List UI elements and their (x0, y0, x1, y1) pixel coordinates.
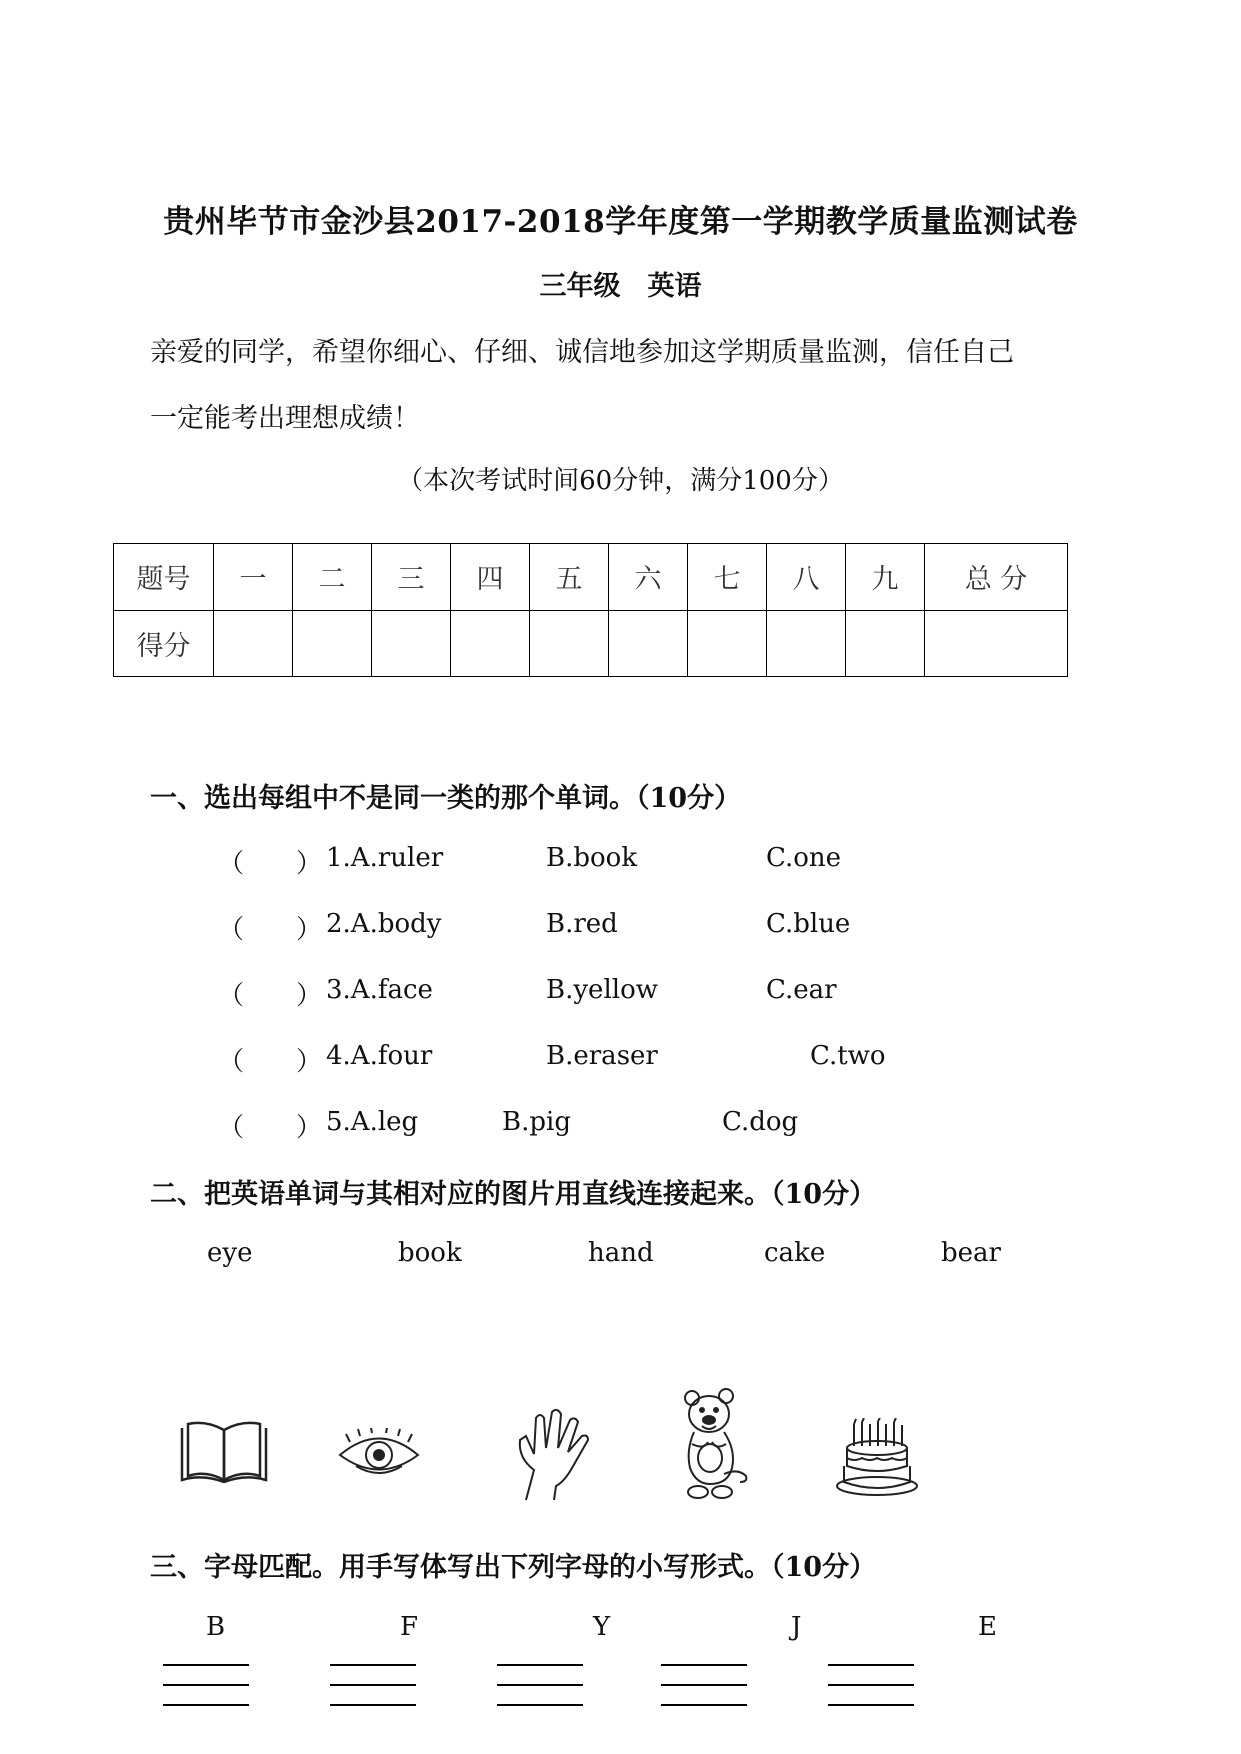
handwriting-lines[interactable] (497, 1664, 583, 1724)
handwriting-lines[interactable] (163, 1664, 249, 1724)
option-b: B.book (546, 843, 638, 873)
score-table-header-row (114, 544, 1068, 611)
score-cell[interactable] (372, 610, 451, 677)
score-header-cell: 七 (688, 544, 767, 611)
option-c: C.two (810, 1041, 886, 1071)
letter-uppercase: E (978, 1612, 997, 1642)
option-c: C.one (766, 843, 842, 873)
score-cell[interactable] (530, 610, 609, 677)
handwriting-lines[interactable] (330, 1664, 416, 1724)
score-header-cell: 题号 (114, 544, 214, 611)
score-cell[interactable] (293, 610, 372, 677)
answer-bracket[interactable]: （ ） (218, 915, 323, 945)
section1-heading: 一、选出每组中不是同一类的那个单词。（10分） (150, 783, 742, 814)
section3-heading: 三、字母匹配。用手写体写出下列字母的小写形式。（10分） (150, 1552, 877, 1583)
match-word[interactable]: hand (588, 1238, 654, 1268)
option-a: 3.A.face (326, 975, 433, 1005)
score-header-cell: 九 (846, 544, 925, 611)
intro-line-1: 亲爱的同学，希望你细心、仔细、诚信地参加这学期质量监测，信任自己 (150, 337, 1014, 368)
cake-icon[interactable] (834, 1418, 920, 1498)
eye-icon[interactable] (336, 1428, 422, 1478)
book-icon[interactable] (178, 1418, 270, 1488)
match-word[interactable]: cake (764, 1238, 826, 1268)
intro-line-2: 一定能考出理想成绩！ (150, 403, 420, 434)
option-c: C.ear (766, 975, 837, 1005)
option-b: B.pig (502, 1107, 571, 1137)
option-b: B.yellow (546, 975, 658, 1005)
match-word[interactable]: bear (941, 1238, 1001, 1268)
score-header-cell: 八 (767, 544, 846, 611)
score-header-cell: 四 (451, 544, 530, 611)
letter-uppercase: B (206, 1612, 226, 1642)
letter-uppercase: Y (593, 1612, 611, 1642)
answer-bracket[interactable]: （ ） (218, 981, 323, 1011)
option-a: 2.A.body (326, 909, 442, 939)
option-b: B.eraser (546, 1041, 658, 1071)
bear-icon[interactable] (678, 1388, 754, 1502)
score-cell[interactable] (688, 610, 767, 677)
match-word[interactable]: book (398, 1238, 462, 1268)
score-header-cell: 二 (293, 544, 372, 611)
section2-heading: 二、把英语单词与其相对应的图片用直线连接起来。（10分） (150, 1179, 877, 1210)
answer-bracket[interactable]: （ ） (218, 849, 323, 879)
score-cell[interactable] (925, 610, 1068, 677)
letter-uppercase: F (400, 1612, 419, 1642)
score-header-cell: 三 (372, 544, 451, 611)
score-header-cell: 五 (530, 544, 609, 611)
option-c: C.blue (766, 909, 851, 939)
score-cell[interactable] (767, 610, 846, 677)
exam-note: （本次考试时间60分钟，满分100分） (397, 466, 844, 496)
score-cell[interactable] (609, 610, 688, 677)
score-cell[interactable] (214, 610, 293, 677)
score-table (113, 543, 1068, 677)
option-c: C.dog (722, 1107, 799, 1137)
exam-subtitle: 三年级 英语 (539, 271, 702, 302)
score-header-cell: 总 分 (925, 544, 1068, 611)
score-cell[interactable] (846, 610, 925, 677)
exam-title: 贵州毕节市金沙县2017-2018学年度第一学期教学质量监测试卷 (163, 204, 1078, 240)
handwriting-lines[interactable] (828, 1664, 914, 1724)
score-table-score-row (114, 610, 1068, 677)
option-a: 4.A.four (326, 1041, 433, 1071)
score-header-cell: 一 (214, 544, 293, 611)
answer-bracket[interactable]: （ ） (218, 1047, 323, 1077)
match-word[interactable]: eye (207, 1238, 253, 1268)
answer-bracket[interactable]: （ ） (218, 1113, 323, 1143)
handwriting-lines[interactable] (661, 1664, 747, 1724)
option-a: 1.A.ruler (326, 843, 444, 873)
score-row-label: 得分 (114, 610, 214, 677)
option-a: 5.A.leg (326, 1107, 419, 1137)
option-b: B.red (546, 909, 618, 939)
letter-uppercase: J (791, 1612, 802, 1642)
hand-icon[interactable] (512, 1406, 592, 1502)
score-cell[interactable] (451, 610, 530, 677)
score-header-cell: 六 (609, 544, 688, 611)
